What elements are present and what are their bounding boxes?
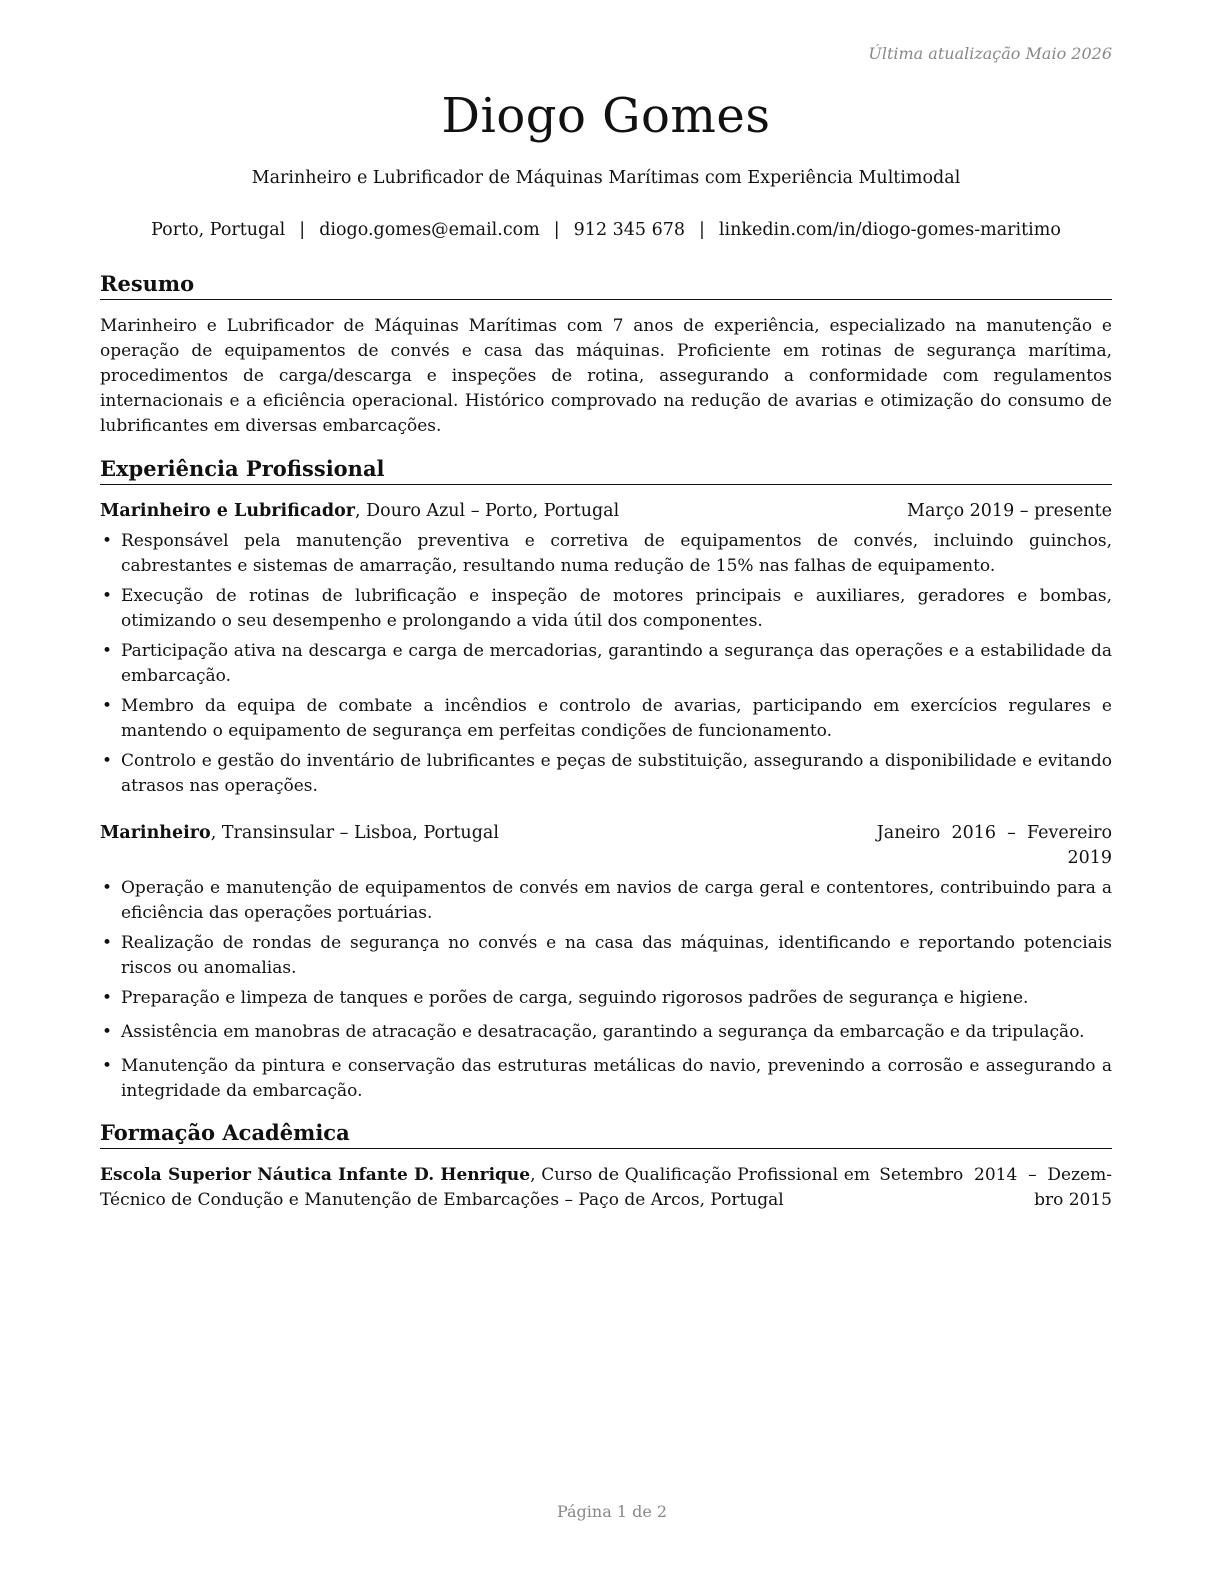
education-school: Escola Superior Náutica Infante D. Henrique	[100, 1165, 531, 1185]
job-header	[100, 499, 1112, 524]
list-item: • Assistência em manobras de atracação e desatracação, garantindo a segurança da embarcação e da tripulação.	[100, 1020, 1112, 1045]
job-bullets	[100, 876, 1112, 1109]
job-date: Março 2019 – presente	[907, 501, 1112, 521]
page-number: Página 1 de 2	[556, 1502, 668, 1521]
education-entry	[100, 1163, 1112, 1213]
job-header	[100, 821, 1112, 868]
job-bullets	[100, 529, 1112, 804]
job-org: , Transinsular – Lisboa, Portugal	[210, 823, 499, 843]
list-item: • Responsável pela manutenção preventiva e corretiva de equipamentos de convés, incluindo guinchos, cabrestantes e sistemas de amarração, resultando numa redução de 15% nas falhas de equipamento.	[100, 529, 1112, 579]
education-date-line: bro 2015	[1034, 1190, 1112, 1210]
job-role: Marinheiro e Lubrificador	[100, 501, 355, 521]
job-role: Marinheiro	[100, 823, 211, 843]
contact-linkedin[interactable]: linkedin.com/in/diogo-gomes-maritimo	[718, 220, 1061, 240]
list-item: • Manutenção da pintura e conservação das estruturas metálicas do navio, prevenindo a corrosão e assegurando a integridade da embarcação.	[100, 1054, 1112, 1104]
education-date	[877, 1163, 1112, 1213]
job-date	[877, 821, 1112, 871]
list-item: • Membro da equipa de combate a incêndios e controlo de avarias, participando em exercícios regulares e mantendo o equipamento de segurança em perfeitas condições de funcionamento.	[100, 694, 1112, 744]
list-item: • Operação e manutenção de equipamentos de convés em navios de carga geral e contentores, contribuindo para a eficiência das operações portuárias.	[100, 876, 1112, 926]
job-org: , Douro Azul – Porto, Portugal	[355, 501, 620, 521]
contact-line	[100, 220, 1112, 240]
job-date-line: 2019	[1067, 848, 1112, 868]
last-updated: Última atualização Maio 2026	[868, 44, 1112, 63]
section-title-education: Formação Acadêmica	[100, 1119, 1112, 1149]
education-course: , Curso de Qualificação Profissional em Técnico de Condução e Manutenção de Embarcações – Paço de Arcos, Portugal	[100, 1165, 870, 1210]
list-item: • Preparação e limpeza de tanques e porões de carga, seguindo rigorosos padrões de segurança e higiene.	[100, 986, 1112, 1011]
section-title-experience: Experiência Profissional	[100, 455, 1112, 485]
contact-separator: |	[699, 220, 705, 240]
contact-separator: |	[299, 220, 306, 240]
list-item: • Controlo e gestão do inventário de lubrificantes e peças de substituição, assegurando a disponibilidade e evitando atrasos nas operações.	[100, 749, 1112, 799]
contact-phone: 912 345 678	[573, 220, 686, 240]
education-date-line: Setembro 2014 – Dezem-	[879, 1165, 1112, 1185]
headline: Marinheiro e Lubrificador de Máquinas Marítimas com Experiência Multimodal	[251, 168, 961, 188]
summary-text: Marinheiro e Lubrificador de Máquinas Marítimas com 7 anos de experiência, especializado na manutenção e operação de equipamentos de convés e casa das máquinas. Proficiente em rotinas de segurança marítima, procedimentos de carga/descarga e inspeções de rotina, assegurando a conformidade com regulamentos internacionais e a eficiência operacional. Histórico comprovado na redução de avarias e otimização do consumo de lubrificantes em diversas embarcações.	[100, 316, 1112, 436]
job-date-line: Janeiro 2016 – Fevereiro	[876, 823, 1112, 843]
list-item: • Execução de rotinas de lubrificação e inspeção de motores principais e auxiliares, geradores e bombas, otimizando o seu desempenho e prolongando a vida útil dos componentes.	[100, 584, 1112, 634]
contact-email[interactable]: diogo.gomes@email.com	[319, 220, 540, 240]
candidate-name: Diogo Gomes	[441, 88, 771, 144]
contact-location: Porto, Portugal	[151, 220, 286, 240]
section-title-summary: Resumo	[100, 270, 1112, 300]
list-item: • Realização de rondas de segurança no convés e na casa das máquinas, identificando e reportando potenciais riscos ou anomalias.	[100, 931, 1112, 981]
education-details	[100, 1163, 870, 1213]
list-item: • Participação ativa na descarga e carga de mercadorias, garantindo a segurança das operações e a estabilidade da embarcação.	[100, 639, 1112, 689]
contact-separator: |	[553, 220, 560, 240]
